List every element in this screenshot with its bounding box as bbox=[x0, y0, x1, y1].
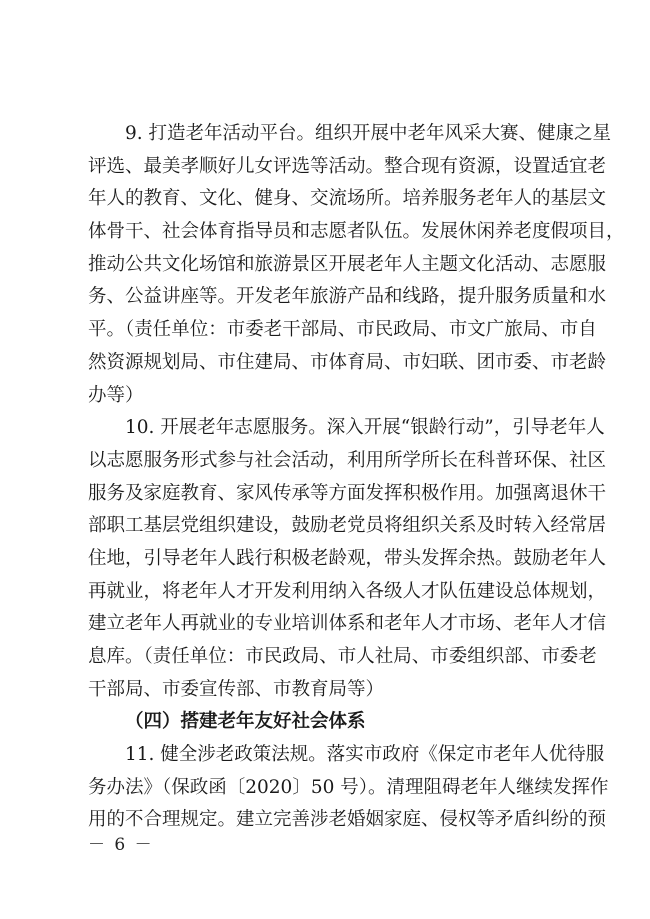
item-11-line: 用的不合理规定。建立完善涉老婚姻家庭、侵权等矛盾纠纷的预 bbox=[88, 809, 607, 831]
item-9-line: 9. 打造老年活动平台。组织开展中老年风采大赛、健康之星 bbox=[125, 123, 612, 144]
body-text bbox=[88, 118, 625, 837]
item-11-line: 务办法》（保政函〔2020〕50 号）。清理阻碍老年人继续发挥作 bbox=[88, 776, 609, 798]
item-10-line: 干部局、市委宣传部、市教育局等） bbox=[88, 678, 385, 700]
item-10-line: 建立老年人再就业的专业培训体系和老年人才市场、老年人才信 bbox=[88, 613, 607, 635]
item-10-line: 部职工基层党组织建设，鼓励老党员将组织关系及时转入经常居 bbox=[88, 515, 607, 537]
section-heading: （四）搭建老年友好社会体系 bbox=[125, 711, 366, 733]
page-number: － 6 － bbox=[88, 835, 154, 855]
item-10-line: 服务及家庭教育、家风传承等方面发挥积极作用。加强离退休干 bbox=[88, 482, 607, 504]
item-9-line: 评选、最美孝顺好儿女评选等活动。整合现有资源，设置适宜老 bbox=[88, 155, 607, 177]
item-10-line: 住地，引导老年人践行积极老龄观，带头发挥余热。鼓励老年人 bbox=[88, 547, 607, 569]
item-10-line: 再就业，将老年人才开发利用纳入各级人才队伍建设总体规划， bbox=[88, 580, 607, 602]
item-9-line: 务、公益讲座等。开发老年旅游产品和线路，提升服务质量和水 bbox=[88, 286, 607, 308]
item-9-line: 办等） bbox=[88, 384, 144, 406]
item-9-line: 体骨干、社会体育指导员和志愿者队伍。发展休闲养老度假项目， bbox=[88, 221, 625, 243]
item-10-line: 10. 开展老年志愿服务。深入开展“银龄行动”，引导老年人 bbox=[125, 417, 605, 439]
item-10-line: 息库。（责任单位：市民政局、市人社局、市委组织部、市委老 bbox=[88, 646, 597, 667]
item-9-line: 年人的教育、文化、健身、交流场所。培养服务老年人的基层文 bbox=[88, 188, 607, 210]
item-9-line: 然资源规划局、市住建局、市体育局、市妇联、团市委、市老龄 bbox=[88, 351, 607, 373]
item-9-line: 平。（责任单位：市委老干部局、市民政局、市文广旅局、市自 bbox=[88, 319, 597, 341]
item-11-line: 11. 健全涉老政策法规。落实市政府《保定市老年人优待服 bbox=[125, 744, 605, 766]
item-10-line: 以志愿服务形式参与社会活动，利用所学所长在科普环保、社区 bbox=[88, 449, 607, 471]
item-9-line: 推动公共文化场馆和旅游景区开展老年人主题文化活动、志愿服 bbox=[88, 253, 607, 275]
